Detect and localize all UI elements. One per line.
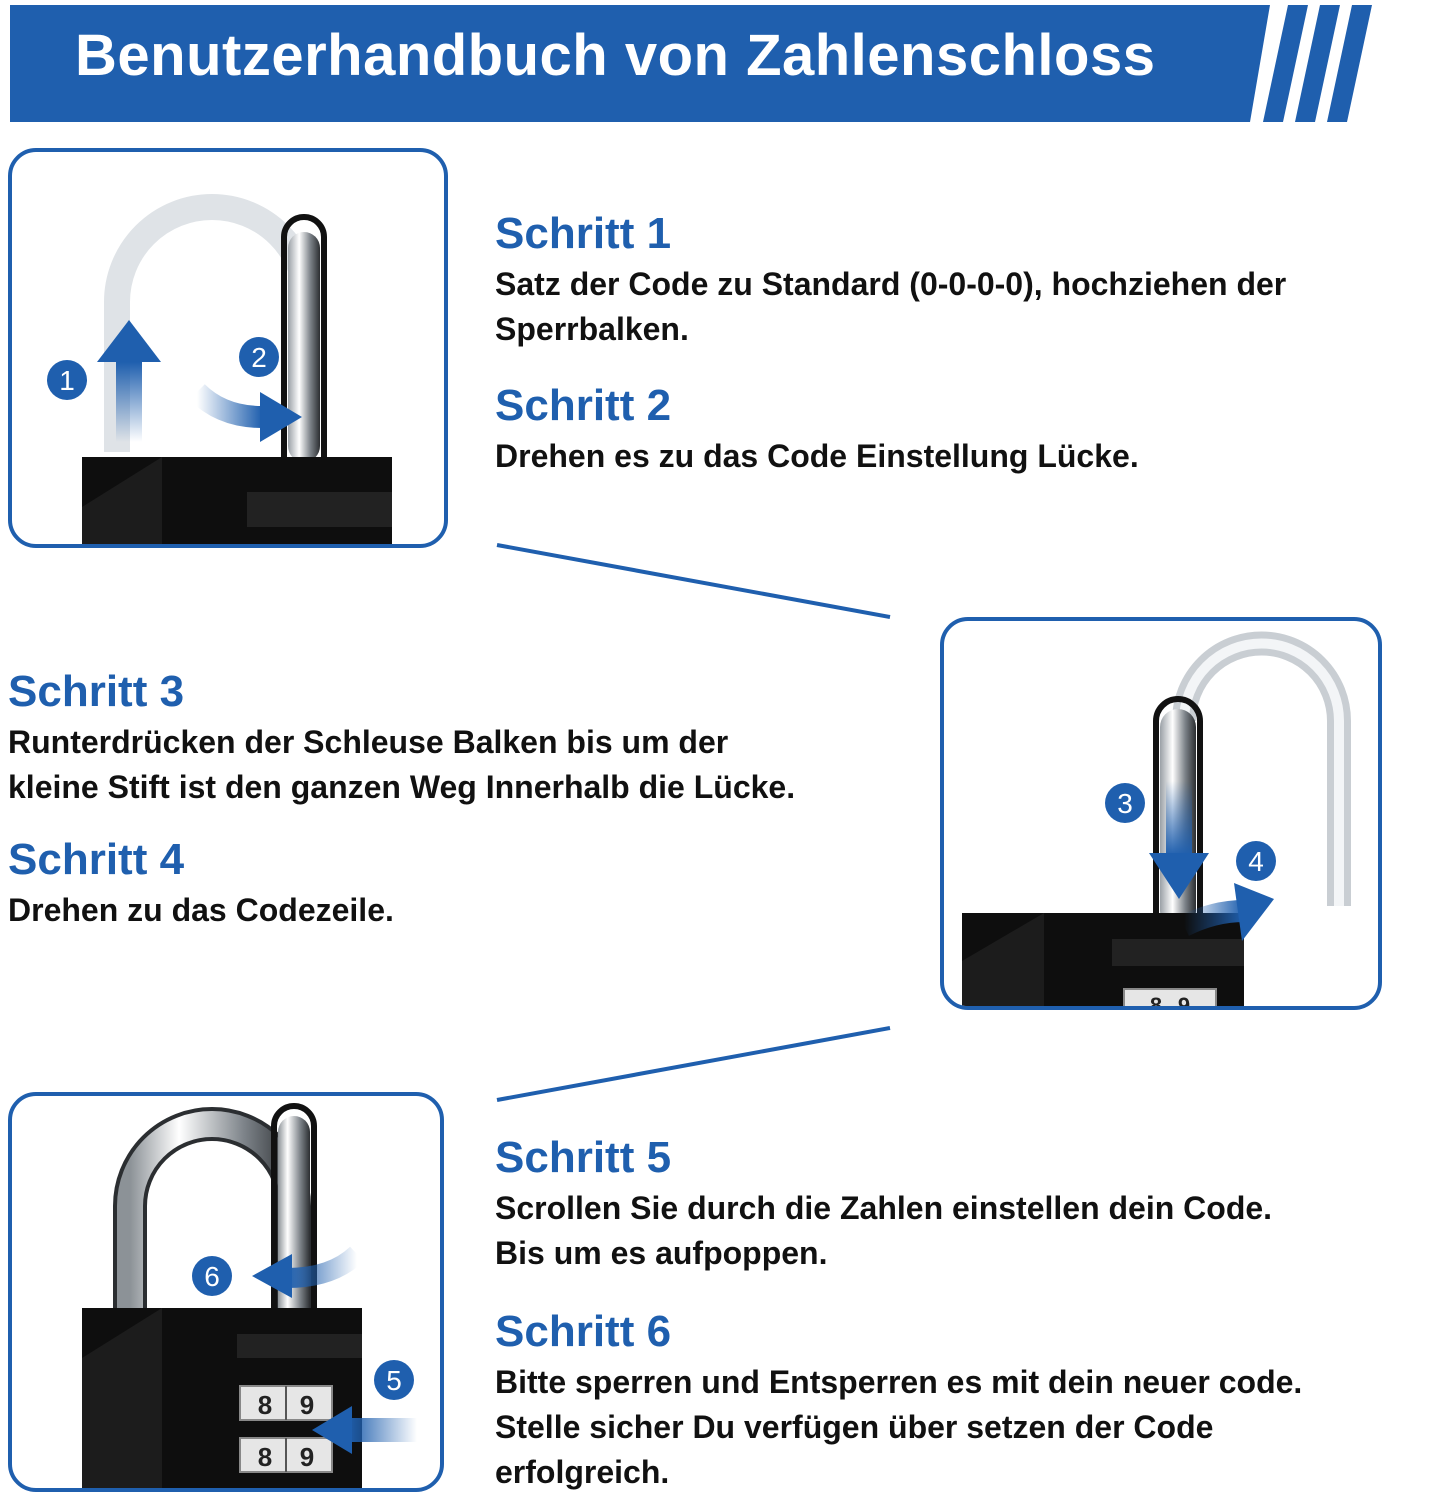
dial-digit-1: 8 [1149, 993, 1163, 1014]
marker-6: 6 [204, 1261, 220, 1292]
padlock-press-illustration [944, 621, 1382, 1014]
page-title: Benutzerhandbuch von Zahlenschloss [75, 23, 1156, 88]
step-1-line-2: Sperrbalken. [495, 311, 689, 347]
step-5 [495, 1134, 1272, 1276]
step-3-line-1: Runterdrücken der Schleuse Balken bis um der [8, 724, 729, 760]
step-6-title: Schritt 6 [495, 1307, 672, 1356]
step-3-title: Schritt 3 [8, 667, 185, 716]
step-3-line-2: kleine Stift ist den ganzen Weg Innerhalb die Lücke. [8, 769, 796, 805]
dial-row2-digit-1: 8 [257, 1442, 273, 1472]
step-6-line-3: erfolgreich. [495, 1454, 670, 1490]
marker-3: 3 [1117, 788, 1133, 819]
step-4 [8, 836, 394, 933]
marker-1: 1 [59, 365, 75, 396]
step-2-title: Schritt 2 [495, 381, 672, 430]
dial-row1-digit-2: 9 [299, 1390, 315, 1420]
step-2-line-1: Drehen es zu das Code Einstellung Lücke. [495, 438, 1139, 474]
step-1 [495, 210, 1286, 352]
step-1-title: Schritt 1 [495, 209, 672, 258]
illustration-step-5-6 [8, 1092, 444, 1492]
step-6-line-2: Stelle sicher Du verfügen über setzen der Code [495, 1409, 1214, 1445]
dial-row1-digit-1: 8 [257, 1390, 273, 1420]
illustration-step-1-2 [8, 148, 448, 548]
marker-5: 5 [386, 1365, 402, 1396]
padlock-open-illustration [12, 152, 448, 548]
step-5-line-2: Bis um es aufpoppen. [495, 1235, 828, 1271]
step-5-title: Schritt 5 [495, 1133, 672, 1182]
marker-4: 4 [1248, 846, 1264, 877]
step-1-line-1: Satz der Code zu Standard (0-0-0-0), hochziehen der [495, 266, 1287, 302]
step-6 [495, 1308, 1302, 1495]
illustration-step-3-4 [940, 617, 1382, 1014]
step-2 [495, 382, 1139, 479]
step-4-title: Schritt 4 [8, 835, 185, 884]
step-4-line-1: Drehen zu das Codezeile. [8, 892, 394, 928]
marker-2: 2 [251, 342, 267, 373]
padlock-dial-illustration [12, 1096, 444, 1492]
step-3 [8, 668, 795, 810]
step-6-line-1: Bitte sperren und Entsperren es mit dein neuer code. [495, 1364, 1303, 1400]
header-banner [0, 0, 1430, 130]
dial-digit-2: 9 [1177, 993, 1191, 1014]
step-5-line-1: Scrollen Sie durch die Zahlen einstellen dein Code. [495, 1190, 1273, 1226]
dial-row2-digit-2: 9 [299, 1442, 315, 1472]
